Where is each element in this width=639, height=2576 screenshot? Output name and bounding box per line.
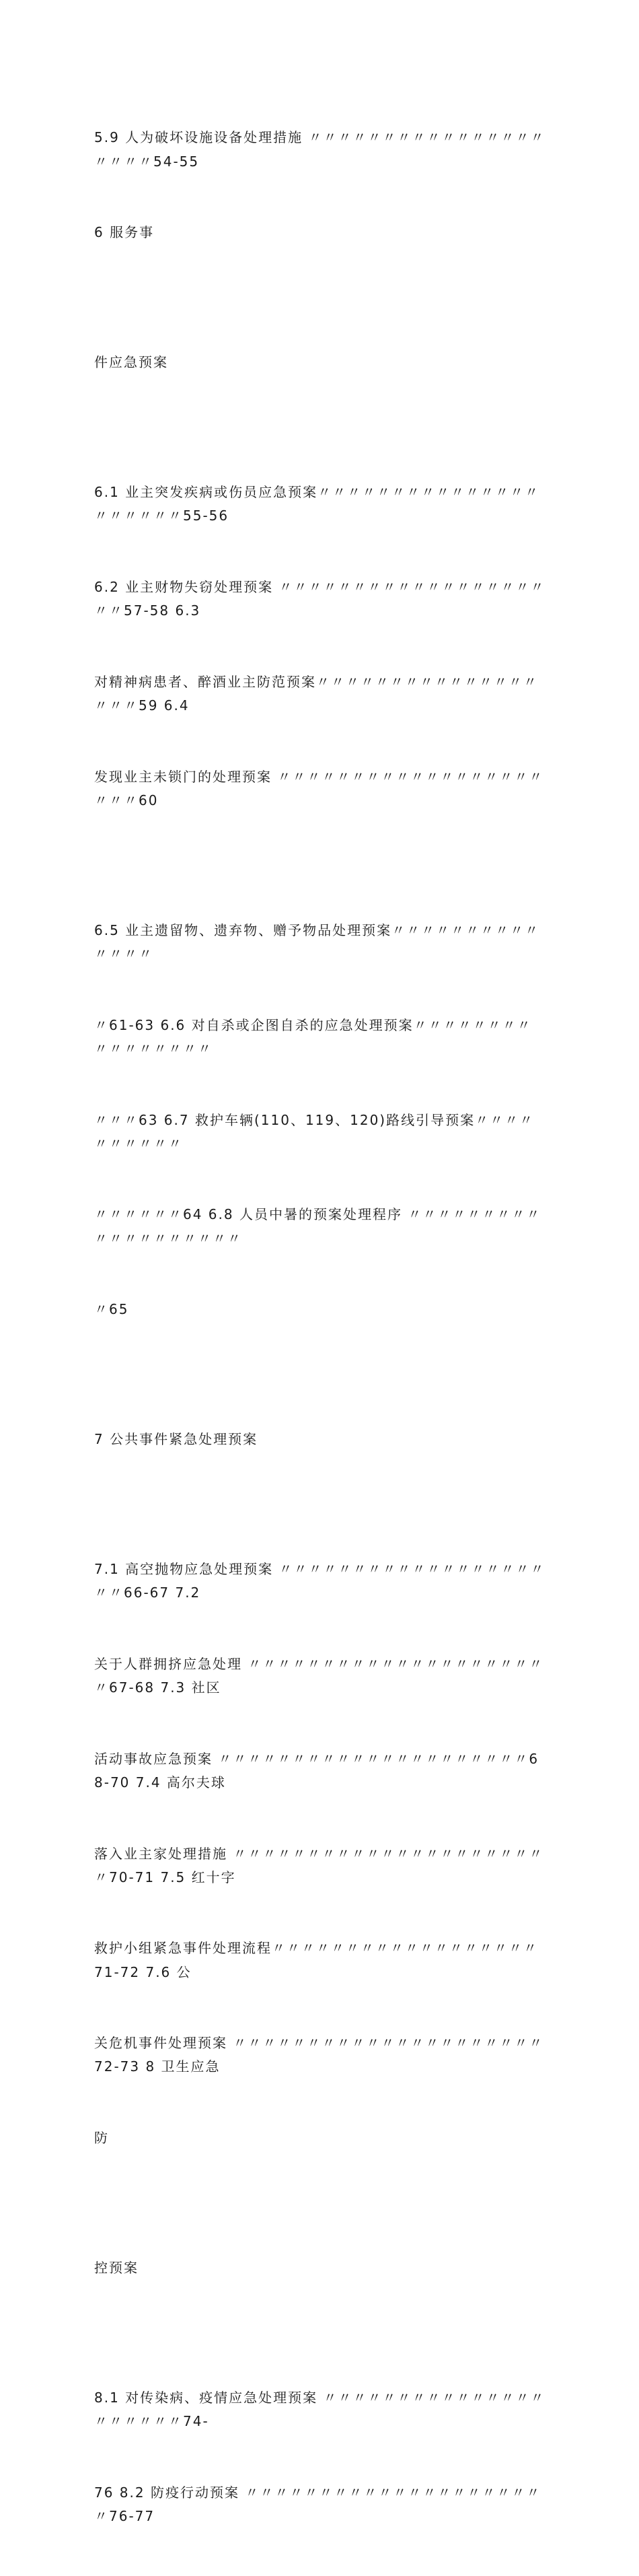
toc-line: 〃65	[94, 1301, 129, 1318]
paragraph-spacer	[94, 860, 546, 872]
paragraph-spacer	[94, 292, 546, 304]
toc-paragraph	[94, 79, 546, 292]
toc-paragraph	[94, 1510, 546, 2198]
toc-line: 6.1 业主突发疾病或伤员应急预案〃〃〃〃〃〃〃〃〃〃〃〃〃〃〃〃〃〃〃〃〃55-56	[94, 484, 540, 524]
toc-line: 〃61-63 6.6 对自杀或企图自杀的应急处理预案〃〃〃〃〃〃〃〃〃〃〃〃〃〃〃〃	[94, 1016, 532, 1057]
toc-paragraph	[94, 2339, 546, 2576]
paragraph-spacer	[94, 2198, 546, 2209]
section-heading-8	[94, 2209, 546, 2328]
toc-line: 8.1 对传染病、疫情应急处理预案 〃〃〃〃〃〃〃〃〃〃〃〃〃〃〃〃〃〃〃〃〃74-	[94, 2390, 546, 2430]
toc-line: 控预案	[94, 2260, 139, 2276]
toc-paragraph	[94, 433, 546, 860]
toc-line: 关于人群拥挤应急处理 〃〃〃〃〃〃〃〃〃〃〃〃〃〃〃〃〃〃〃〃〃67-68 7.3 社区	[94, 1656, 544, 1696]
toc-line: 7 公共事件紧急处理预案	[94, 1431, 258, 1448]
paragraph-spacer	[94, 1369, 546, 1381]
toc-line: 救护小组紧急事件处理流程〃〃〃〃〃〃〃〃〃〃〃〃〃〃〃〃〃〃 71-72 7.6 公	[94, 1940, 544, 1980]
toc-line: 对精神病患者、醉酒业主防范预案〃〃〃〃〃〃〃〃〃〃〃〃〃〃〃〃〃〃59 6.4	[94, 673, 538, 714]
toc-line: 关危机事件处理预案 〃〃〃〃〃〃〃〃〃〃〃〃〃〃〃〃〃〃〃〃〃72-73 8 卫生应急	[94, 2035, 544, 2075]
section-heading-6	[94, 304, 546, 422]
toc-line: 6 服务事	[94, 224, 155, 241]
toc-line: 76 8.2 防疫行动预案 〃〃〃〃〃〃〃〃〃〃〃〃〃〃〃〃〃〃〃〃〃76-77	[94, 2484, 541, 2525]
toc-line: 6.5 业主遗留物、遗弃物、赠予物品处理预案〃〃〃〃〃〃〃〃〃〃〃〃〃〃	[94, 921, 540, 963]
section-heading-7	[94, 1381, 546, 1499]
toc-line: 〃〃〃63 6.7 救护车辆(110、119、120)路线引导预案〃〃〃〃〃〃〃〃〃〃	[94, 1111, 535, 1152]
paragraph-spacer	[94, 2328, 546, 2339]
paragraph-spacer	[94, 1499, 546, 1510]
toc-line: 〃〃〃〃〃〃64 6.8 人员中暑的预案处理程序 〃〃〃〃〃〃〃〃〃〃〃〃〃〃〃〃〃〃〃	[94, 1206, 541, 1247]
toc-line: 发现业主未锁门的处理预案 〃〃〃〃〃〃〃〃〃〃〃〃〃〃〃〃〃〃〃〃〃60	[94, 768, 544, 808]
table-of-contents-text	[94, 79, 546, 2576]
toc-line: 防	[94, 2130, 109, 2147]
toc-line: 落入业主家处理措施 〃〃〃〃〃〃〃〃〃〃〃〃〃〃〃〃〃〃〃〃〃〃70-71 7.5 红十字	[94, 1845, 544, 1885]
toc-line: 6.2 业主财物失窃处理预案 〃〃〃〃〃〃〃〃〃〃〃〃〃〃〃〃〃〃〃〃57-58 6.3	[94, 579, 546, 619]
paragraph-spacer	[94, 422, 546, 433]
toc-line: 活动事故应急预案 〃〃〃〃〃〃〃〃〃〃〃〃〃〃〃〃〃〃〃〃〃68-70 7.4 高尔夫球	[94, 1750, 539, 1791]
toc-line: 7.1 高空抛物应急处理预案 〃〃〃〃〃〃〃〃〃〃〃〃〃〃〃〃〃〃〃〃66-67 7.2	[94, 1561, 546, 1601]
toc-line: 件应急预案	[94, 354, 168, 371]
toc-paragraph	[94, 872, 546, 1369]
toc-line: 5.9 人为破坏设施设备处理措施 〃〃〃〃〃〃〃〃〃〃〃〃〃〃〃〃〃〃〃〃54-55	[94, 129, 546, 170]
